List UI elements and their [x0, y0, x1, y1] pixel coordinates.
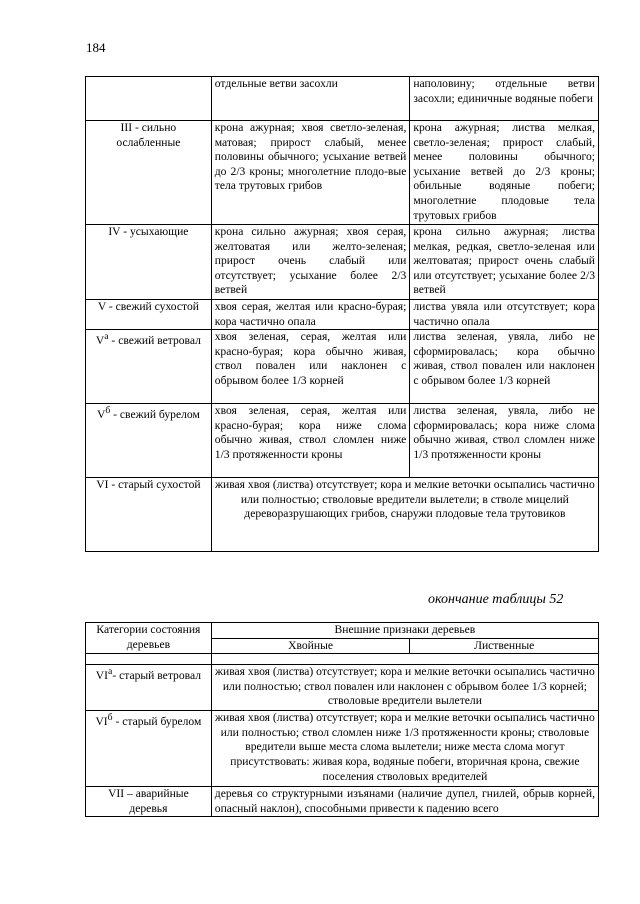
category-cell [86, 665, 212, 711]
category-label: - старый ветровал [112, 669, 201, 683]
category-cell [86, 77, 212, 121]
category-cell: IV - усыхающие [86, 225, 212, 300]
deciduous-cell: крона ажурная; листва мелкая, светло-зеленая; прирост слабый, менее половины обычного; усыхание ветвей до 2/3 кроны; обильные водяные побеги; многолетние плодовые тела трутовых грибов [410, 121, 599, 225]
table-spacer-row [86, 654, 599, 665]
deciduous-cell: наполовину; отдельные ветви засохли; единичные водяные побеги [410, 77, 599, 121]
category-sup: б [105, 405, 111, 417]
tree-condition-table-top [85, 76, 599, 552]
table-row [86, 300, 599, 330]
table-row [86, 665, 599, 711]
merged-signs-cell: деревья со структурными изъянами (наличие дупел, гнилей, обрыв корней, опасный наклон), способными привести к падению всего [211, 787, 598, 817]
header-conifer-cell: Хвойные [211, 638, 410, 654]
deciduous-cell: листва увяла или отсутствует; кора частично опала [410, 300, 599, 330]
conifer-cell: отдельные ветви засохли [211, 77, 410, 121]
category-label: - старый бурелом [112, 715, 202, 729]
spacer-cell [86, 654, 212, 665]
deciduous-cell: листва зеленая, увяла, либо не сформировалась; кора обычно живая, ствол повален или наклонен с обрывом более 1/3 корней [410, 330, 599, 404]
spacer-cell [211, 654, 598, 665]
conifer-cell: крона сильно ажурная; хвоя серая, желтоватая или желто-зеленая; прирост очень слабый или отсутствует; усыхание более 2/3 ветвей [211, 225, 410, 300]
category-cell: III - сильно ослабленные [86, 121, 212, 225]
merged-signs-cell: живая хвоя (листва) отсутствует; кора и мелкие веточки осыпались частично или полностью; ствол сломлен ниже 1/3 протяженности кроны; стволовые вредители выше места слома вылетели; ниже места слома могут присутствовать: живая кора, водяные побеги, вторичная крона, свежие поселения стволовых вредителей [211, 711, 598, 787]
category-label: - свежий бурелом [110, 408, 200, 422]
category-cell [86, 330, 212, 404]
table-row [86, 121, 599, 225]
category-sup: а [108, 666, 113, 678]
table-caption: окончание таблицы 52 [428, 592, 564, 607]
page-number: 184 [86, 40, 106, 55]
table-row [86, 77, 599, 121]
category-roman: VI [95, 669, 109, 683]
deciduous-cell: листва зеленая, увяла, либо не сформировалась; кора ниже слома обычно живая, ствол сломлен ниже 1/3 протяженности кроны [410, 404, 599, 478]
merged-signs-cell: живая хвоя (листва) отсутствует; кора и мелкие веточки осыпались частично или полностью; ствол повален или наклонен с обрывом более 1/3 корней; стволовые вредители вылетели [211, 665, 598, 711]
category-roman: V [96, 408, 106, 422]
category-cell: VII – аварийные деревья [86, 787, 212, 817]
category-sup: б [107, 712, 113, 724]
category-cell [86, 404, 212, 478]
category-roman: V [95, 334, 105, 348]
table-header-row [86, 623, 599, 639]
conifer-cell: хвоя серая, желтая или красно-бурая; кора частично опала [211, 300, 410, 330]
conifer-cell: хвоя зеленая, серая, желтая или красно-бурая; кора ниже слома обычно живая, ствол сломлен ниже 1/3 протяженности кроны [211, 404, 410, 478]
conifer-cell: крона ажурная; хвоя светло-зеленая, матовая; прирост слабый, менее половины обычного; усыхание ветвей до 2/3 кроны; многолетние плодо-вые тела трутовых грибов [211, 121, 410, 225]
category-cell [86, 711, 212, 787]
category-roman: VI [95, 715, 108, 729]
table-row [86, 404, 599, 478]
table-row [86, 787, 599, 817]
merged-signs-cell: живая хвоя (листва) отсутствует; кора и мелкие веточки осыпались частично или полностью; стволовые вредители вылетели; в стволе мицелий дереворазрушающих грибов, снаружи плодовые тела трутовиков [211, 478, 598, 552]
deciduous-cell: крона сильно ажурная; листва мелкая, редкая, светло-зеленая или желтоватая; прирост очень слабый или отсутствует; усыхание более 2/3 ветвей [410, 225, 599, 300]
table-row [86, 478, 599, 552]
tree-condition-table-bottom [85, 622, 599, 817]
header-deciduous-cell: Лиственные [410, 638, 599, 654]
table-row [86, 225, 599, 300]
category-cell: VI - старый сухостой [86, 478, 212, 552]
table-row [86, 711, 599, 787]
table-row [86, 330, 599, 404]
category-sup: а [104, 331, 109, 343]
header-category-cell: Категории состояния деревьев [86, 623, 212, 654]
conifer-cell: хвоя зеленая, серая, желтая или красно-бурая; кора обычно живая, ствол повален или наклонен с обрывом более 1/3 корней [211, 330, 410, 404]
category-cell: V - свежий сухостой [86, 300, 212, 330]
header-signs-cell: Внешние признаки деревьев [211, 623, 598, 639]
category-label: - свежий ветровал [108, 334, 201, 348]
